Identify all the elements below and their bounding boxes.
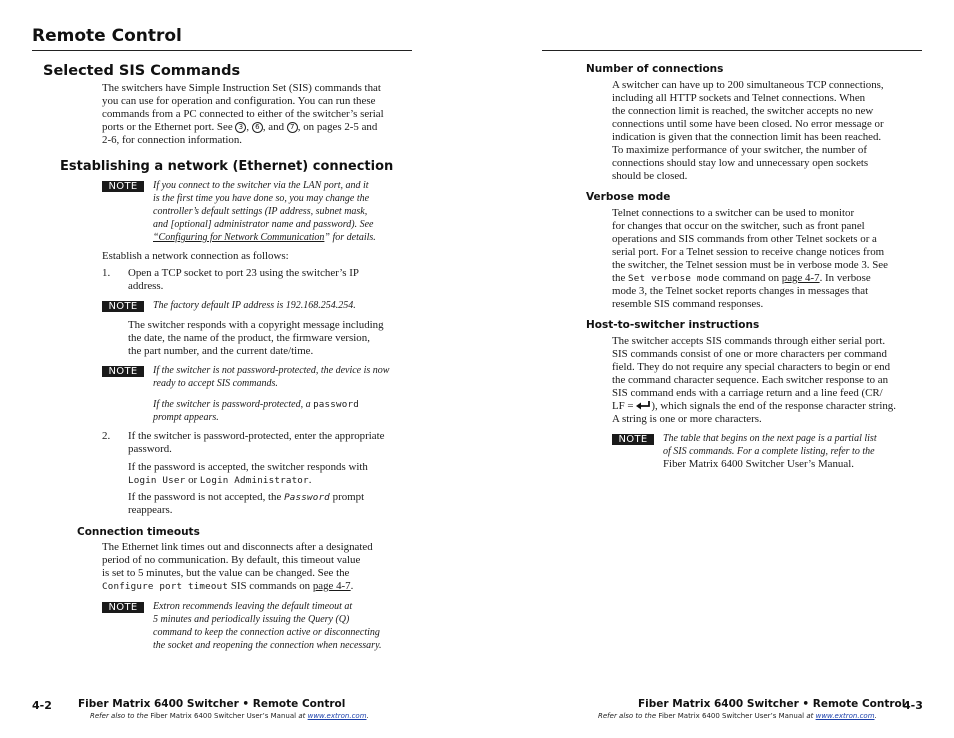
password-accepted: If the password is accepted, the switcher responds with Login User or Login Administrator. bbox=[128, 461, 368, 486]
subsection-title: Establishing a network (Ethernet) connection bbox=[60, 159, 394, 174]
footer-title-right: Fiber Matrix 6400 Switcher • Remote Control bbox=[638, 698, 906, 710]
configure-port-timeout-code: Configure port timeout bbox=[102, 581, 229, 592]
intro-paragraph: The switchers have Simple Instruction Set (SIS) commands that you can use for operation and configuration. You can run these commands from a PC connected to either of the switcher’s serial ports or the Ethernet port. See 3 , 6 , and 7 , on pages 2-5 and 2-6, for connection information. bbox=[102, 82, 384, 146]
ref-3-icon: 3 bbox=[235, 122, 246, 133]
note-partial-list: The table that begins on the next page is a partial list of SIS commands. For a complete listing, refer to the Fiber Matrix 6400 Switcher User’s Manual. bbox=[663, 433, 877, 470]
verbose-title: Verbose mode bbox=[586, 191, 671, 203]
footer-reference-right: Refer also to the Fiber Matrix 6400 Switcher User’s Manual at www.extron.com. bbox=[598, 712, 877, 720]
host-title: Host-to-switcher instructions bbox=[586, 319, 760, 331]
step-2-number: 2. bbox=[102, 430, 111, 442]
note-password-protection: If the switcher is not password-protected, the device is now ready to accept SIS commands. If the switcher is password-protected, a password prompt appears. bbox=[153, 365, 390, 423]
timeouts-title: Connection timeouts bbox=[77, 526, 200, 538]
password-not-accepted: If the password is not accepted, the Password prompt reappears. bbox=[128, 491, 365, 516]
note-badge: NOTE bbox=[102, 301, 144, 312]
note-badge: NOTE bbox=[102, 181, 144, 192]
header-rule-right bbox=[542, 50, 922, 51]
password-prompt-code: Password bbox=[284, 492, 330, 503]
extron-url-link-right[interactable]: www.extron.com bbox=[815, 712, 875, 720]
note-badge: NOTE bbox=[102, 366, 144, 377]
page-4-7-link[interactable]: page 4-7 bbox=[312, 580, 351, 592]
page-number-right: 4-3 bbox=[903, 699, 923, 712]
footer-title-left: Fiber Matrix 6400 Switcher • Remote Control bbox=[78, 698, 346, 710]
note-lan: If you connect to the switcher via the LAN port, and it is the first time you have done so, you may change the controller’s default settings (IP address, subnet mask, and [optional] administrator name and password). See “Configuring for Network Communication” for details. bbox=[153, 180, 376, 243]
ref-7-icon: 7 bbox=[287, 122, 298, 133]
copyright-paragraph: The switcher responds with a copyright message including the date, the name of the product, the firmware version, the part number, and the current date/time. bbox=[128, 319, 384, 357]
verbose-paragraph: Telnet connections to a switcher can be used to monitor for changes that occur on the switcher, such as front panel operations and SIS commands from other Telnet sockets or a serial port. For a Telnet session to receive change notices from the switcher, the Telnet session must be in verbose mode 3. See the Set verbose mode command on page 4-7. In verbose mode 3, the Telnet socket reports changes in messages that resemble SIS command responses. bbox=[612, 207, 888, 310]
step-1: Open a TCP socket to port 23 using the switcher’s IP address. bbox=[128, 267, 359, 292]
establish-intro: Establish a network connection as follows: bbox=[102, 250, 289, 262]
note-default-ip: The factory default IP address is 192.168.254.254. bbox=[153, 300, 356, 311]
connections-title: Number of connections bbox=[586, 63, 724, 75]
page-number-left: 4-2 bbox=[32, 699, 52, 712]
host-paragraph: The switcher accepts SIS commands through either serial port. SIS commands consist of one or more characters per command field. They do not require any special characters to begin or end the command character sequence. Each switcher response to an SIS command ends with a carriage return and a line feed (CR/ LF = ), which signals the end of the response character string. A string is one or more characters. bbox=[612, 335, 896, 425]
chapter-title: Remote Control bbox=[32, 26, 182, 46]
note-badge: NOTE bbox=[102, 602, 144, 613]
step-2: If the switcher is password-protected, enter the appropriate password. bbox=[128, 430, 385, 455]
configuring-link[interactable]: “Configuring for Network Communication bbox=[153, 232, 325, 243]
login-administrator-code: Login Administrator bbox=[199, 475, 309, 486]
login-user-code: Login User bbox=[128, 475, 186, 486]
connections-paragraph: A switcher can have up to 200 simultaneous TCP connections, including all HTTP sockets and Telnet connections. When the connection limit is reached, the switcher accepts no new connections until some have been closed. No error message or indication is given that the connection limit has been reached. To maximize performance of your switcher, the number of connections should stay low and unnecessary open sockets should be closed. bbox=[612, 79, 884, 182]
password-code: password bbox=[313, 399, 359, 410]
section-title: Selected SIS Commands bbox=[43, 63, 241, 79]
page-4-7-link-right[interactable]: page 4-7 bbox=[781, 272, 820, 284]
step-1-number: 1. bbox=[102, 267, 111, 279]
note-timeout: Extron recommends leaving the default timeout at 5 minutes and periodically issuing the Query (Q) command to keep the connection active or disconnecting the socket and reopening the connection when necessary. bbox=[153, 601, 382, 651]
footer-reference-left: Refer also to the Fiber Matrix 6400 Switcher User’s Manual at www.extron.com. bbox=[90, 712, 369, 720]
header-rule bbox=[32, 50, 412, 51]
note-badge: NOTE bbox=[612, 434, 654, 445]
timeouts-paragraph: The Ethernet link times out and disconnects after a designated period of no communication. By default, this timeout value is set to 5 minutes, but the value can be changed. See the Configure port timeout SIS commands on page 4-7. bbox=[102, 541, 373, 592]
extron-url-link[interactable]: www.extron.com bbox=[307, 712, 367, 720]
set-verbose-mode-code: Set verbose mode bbox=[628, 273, 720, 284]
return-arrow-icon bbox=[636, 401, 651, 410]
ref-6-icon: 6 bbox=[252, 122, 263, 133]
